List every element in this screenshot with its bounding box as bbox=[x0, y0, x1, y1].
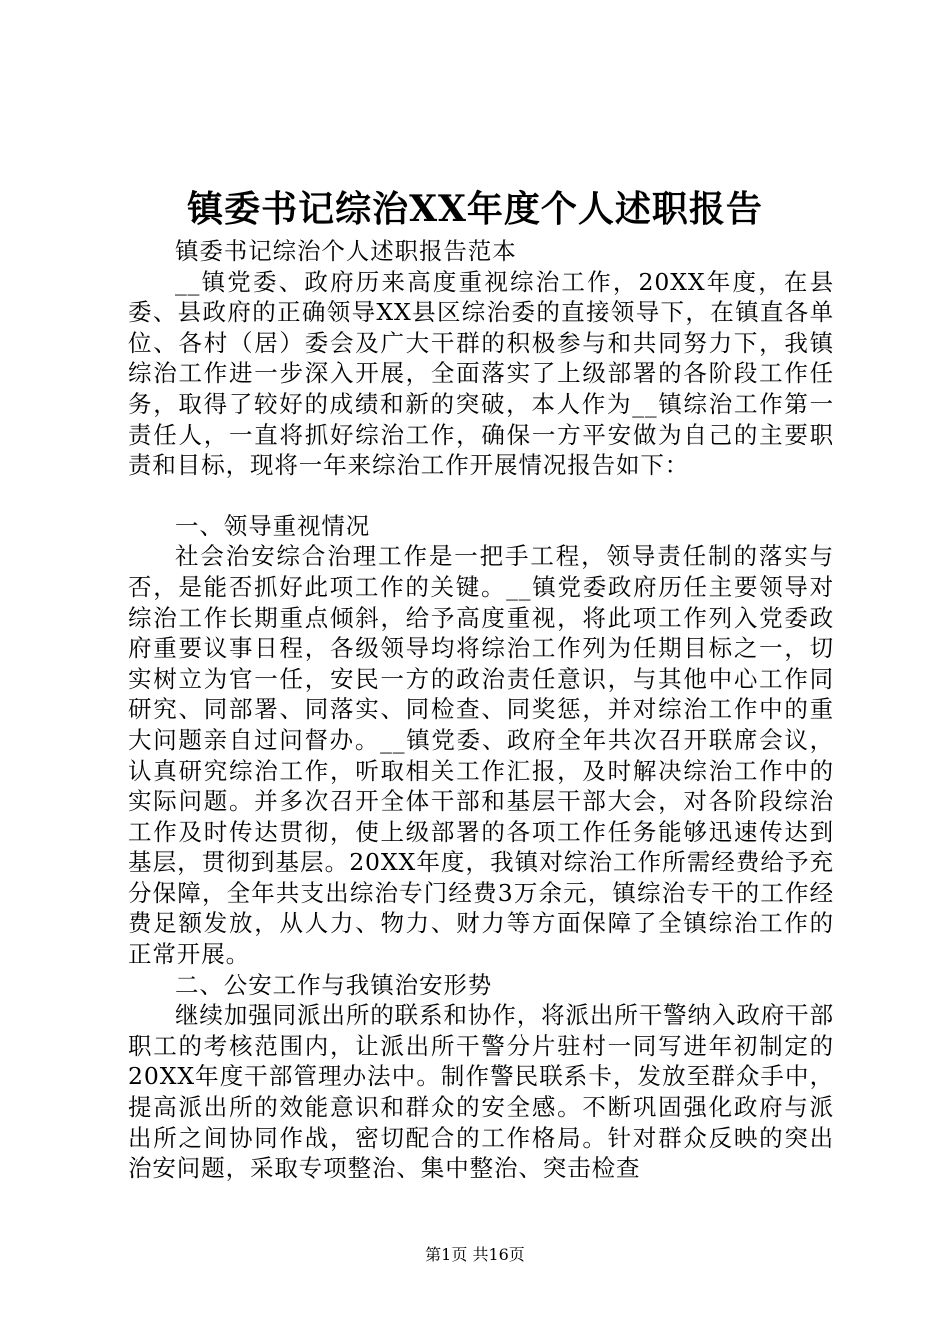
document-body bbox=[128, 236, 834, 1184]
section-heading-2: 二、公安工作与我镇治安形势 bbox=[175, 970, 493, 999]
document-title: 镇委书记综治XX年度个人述职报告 bbox=[187, 188, 763, 230]
subtitle-paragraph: 镇委书记综治个人述职报告范本 bbox=[175, 237, 517, 265]
section-paragraph-1: 社会治安综合治理工作是一把手工程，领导责任制的落实与否，是能否抓好此项工作的关键。__镇党委政府历任主要领导对综治工作长期重点倾斜，给予高度重视，将此项工作列入党委政府重要议事日程，各级领导均将综治工作列为任期目标之一，切实树立为官一任，安民一方的政治责任意识，与其他中心工作同研究、同部署、同落实、同检查、同奖惩，并对综治工作中的重大问题亲自过问督办。__镇党委、政府全年共次召开联席会议，认真研究综治工作，听取相关工作汇报，及时解决综治工作中的实际问题。并多次召开全体干部和基层干部大会，对各阶段综治工作及时传达贯彻，使上级部署的各项工作任务能够迅速传达到基层，贯彻到基层。20XX年度，我镇对综治工作所需经费给予充分保障，全年共支出综治专门经费3万余元，镇综治专干的工作经费足额发放，从人力、物力、财力等方面保障了全镇综治工作的正常开展。 bbox=[128, 542, 834, 969]
intro-paragraph: __镇党委、政府历来高度重视综治工作，20XX年度，在县委、县政府的正确领导XX县区综治委的直接领导下，在镇直各单位、各村（居）委会及广大干群的积极参与和共同努力下，我镇综治工作进一步深入开展，全面落实了上级部署的各阶段工作任务，取得了较好的成绩和新的突破，本人作为__镇综治工作第一责任人，一直将抓好综治工作，确保一方平安做为自己的主要职责和目标，现将一年来综治工作开展情况报告如下： bbox=[128, 267, 834, 480]
section-heading-1: 一、领导重视情况 bbox=[175, 511, 371, 540]
section-paragraph-2: 继续加强同派出所的联系和协作，将派出所干警纳入政府干部职工的考核范围内，让派出所干警分片驻村一同写进年初制定的20XX年度干部管理办法中。制作警民联系卡，发放至群众手中，提高派出所的效能意识和群众的安全感。不断巩固强化政府与派出所之间协同作战，密切配合的工作格局。针对群众反映的突出治安问题，采取专项整治、集中整治、突击检查 bbox=[128, 1001, 834, 1183]
page-number-footer: 第1页 共16页 bbox=[425, 1245, 525, 1264]
